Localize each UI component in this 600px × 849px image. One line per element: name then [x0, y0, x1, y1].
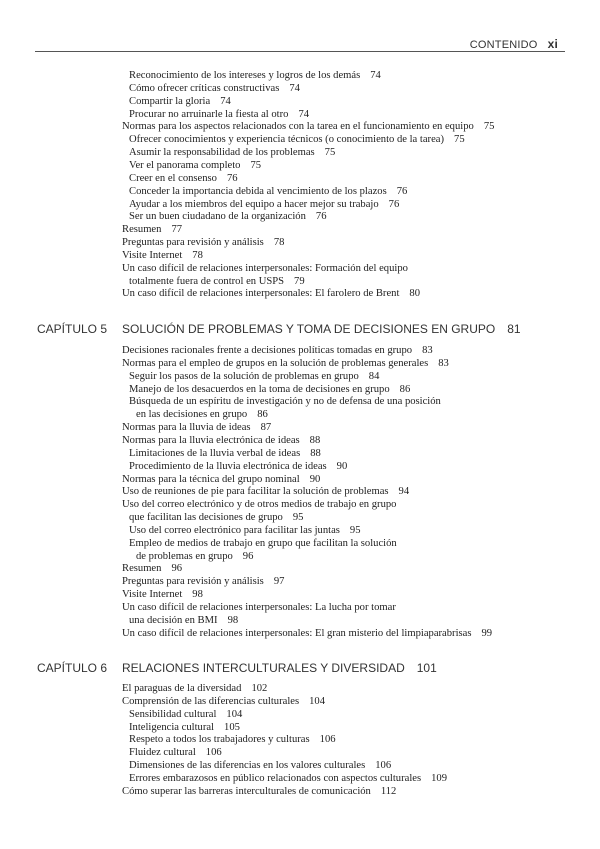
- entry-title: Decisiones racionales frente a decisiones políticas tomadas en grupo: [122, 345, 413, 356]
- toc-subentry[interactable]: [129, 96, 231, 107]
- entry-page: 76: [396, 185, 408, 197]
- entry-title: Manejo de los desacuerdos en la toma de decisiones en grupo: [129, 383, 390, 395]
- entry-title: Ser un buen ciudadano de la organización: [129, 211, 306, 223]
- toc-subentry[interactable]: [129, 384, 410, 395]
- entry-title-continuation: que facilitan las decisiones de grupo: [129, 512, 283, 524]
- entry-title: Visite Internet: [122, 589, 183, 601]
- toc-entry[interactable]: [122, 237, 284, 248]
- toc-subentry[interactable]: [129, 173, 238, 184]
- toc-entry[interactable]: [122, 250, 203, 261]
- entry-page: 99: [481, 627, 493, 639]
- entry-page: 98: [227, 614, 239, 626]
- entry-page: 78: [273, 237, 285, 249]
- toc-entry[interactable]: [122, 263, 408, 274]
- entry-title: Búsqueda de un espíritu de investigación y no de defensa de una posición: [129, 396, 441, 408]
- entry-title: Normas para la lluvia de ideas: [122, 422, 251, 434]
- toc-entry[interactable]: [122, 499, 396, 510]
- entry-title: Comprensión de las diferencias culturales: [122, 695, 300, 707]
- entry-page: 74: [370, 70, 381, 81]
- toc-entry[interactable]: [122, 224, 182, 235]
- entry-title: Uso del correo electrónico y de otros medios de trabajo en grupo: [122, 499, 397, 511]
- entry-page: 102: [251, 683, 268, 694]
- entry-title: Empleo de medios de trabajo en grupo que facilitan la solución: [129, 537, 397, 549]
- entry-page: 80: [409, 288, 420, 300]
- entry-page: 109: [431, 772, 447, 784]
- entry-title: Dimensiones de las diferencias en los valores culturales: [129, 760, 366, 772]
- toc-subentry[interactable]: [129, 760, 391, 771]
- chapter-title: SOLUCIÓN DE PROBLEMAS Y TOMA DE DECISIONES EN GRUPO: [122, 322, 496, 336]
- entry-title: Compartir la gloria: [129, 95, 211, 107]
- entry-title: Normas para los aspectos relacionados con la tarea en el funcionamiento en equipo: [122, 121, 474, 133]
- entry-title-continuation: totalmente fuera de control en USPS: [129, 275, 285, 287]
- chapter-label: CAPÍTULO 6: [37, 661, 108, 675]
- entry-page: 88: [309, 434, 321, 446]
- entry-title: Limitaciones de la lluvia verbal de ideas: [129, 447, 301, 459]
- toc-subentry[interactable]: [129, 722, 240, 733]
- entry-page: 78: [192, 249, 203, 261]
- entry-page: 86: [399, 383, 411, 395]
- entry-page: 104: [226, 708, 243, 720]
- entry-page: 75: [250, 159, 262, 171]
- entry-title: Cómo ofrecer críticas constructivas: [129, 82, 280, 94]
- entry-title: Normas para la técnica del grupo nominal: [122, 473, 300, 485]
- toc-subentry[interactable]: [129, 709, 242, 720]
- toc-entry[interactable]: [122, 288, 420, 299]
- entry-title: Uso de reuniones de pie para facilitar la solución de problemas: [122, 486, 389, 498]
- header-rule: [35, 51, 565, 52]
- entry-page: 75: [324, 147, 336, 159]
- entry-title: Un caso difícil de relaciones interpersonales: El gran misterio del limpiaparabrisas: [122, 627, 472, 639]
- toc-entry-continuation[interactable]: [129, 276, 305, 287]
- chapter-label: CAPÍTULO 5: [37, 322, 108, 336]
- entry-title: El paraguas de la diversidad: [122, 683, 242, 694]
- entry-page: 104: [309, 695, 325, 707]
- entry-title-continuation: una decisión en BMI: [129, 614, 218, 626]
- toc-entry[interactable]: [122, 683, 267, 694]
- entry-title: Respeto a todos los trabajadores y culturas: [129, 734, 310, 746]
- entry-page: 75: [454, 134, 465, 146]
- toc-entry-continuation[interactable]: [129, 512, 303, 523]
- entry-title: Asumir la responsabilidad de los problemas: [129, 147, 315, 159]
- entry-title: Seguir los pasos de la solución de problemas en grupo: [129, 370, 359, 382]
- toc-subentry[interactable]: [129, 747, 222, 758]
- toc-subentry[interactable]: [129, 109, 309, 120]
- entry-title: Reconocimiento de los intereses y logros de los demás: [129, 70, 361, 81]
- chapter-page: 81: [507, 322, 521, 336]
- toc-subentry[interactable]: [129, 199, 399, 210]
- entry-title: Ofrecer conocimientos y experiencia técnicos (o conocimiento de la tarea): [129, 134, 445, 146]
- toc-subentry[interactable]: [129, 160, 261, 171]
- entry-page: 95: [292, 512, 304, 524]
- entry-page: 106: [375, 760, 392, 772]
- entry-page: 88: [310, 447, 321, 459]
- toc-subentry[interactable]: [129, 461, 347, 472]
- entry-page: 90: [336, 460, 348, 472]
- toc-subentry[interactable]: [129, 371, 379, 382]
- toc-subentry[interactable]: [129, 147, 335, 158]
- toc-entry[interactable]: [122, 696, 325, 707]
- entry-page: 76: [315, 211, 327, 223]
- entry-page: 77: [171, 224, 183, 236]
- toc-entry[interactable]: [122, 474, 320, 485]
- toc-entry-continuation[interactable]: [136, 409, 268, 420]
- toc-entry[interactable]: [122, 628, 492, 639]
- toc-entry[interactable]: [122, 786, 396, 797]
- entry-title: Creer en el consenso: [129, 172, 217, 184]
- toc-entry-continuation[interactable]: [136, 551, 253, 562]
- entry-title: Normas para la lluvia electrónica de ideas: [122, 434, 300, 446]
- entry-title: Un caso difícil de relaciones interpersonales: Formación del equipo: [122, 262, 408, 274]
- entry-title-continuation: en las decisiones en grupo: [136, 409, 248, 421]
- toc-subentry[interactable]: [129, 83, 300, 94]
- entry-page: 112: [380, 785, 397, 797]
- entry-title: Sensibilidad cultural: [129, 708, 217, 720]
- entry-title-continuation: de problemas en grupo: [136, 550, 233, 562]
- header-section: CONTENIDO: [469, 39, 538, 51]
- chapter-page: 101: [416, 661, 437, 675]
- entry-title: Un caso difícil de relaciones interpersonales: La lucha por tomar: [122, 602, 396, 613]
- entry-page: 97: [273, 576, 285, 588]
- entry-title: Resumen: [122, 563, 162, 575]
- toc-subentry[interactable]: [129, 448, 321, 459]
- toc-entry[interactable]: [122, 422, 271, 433]
- entry-title: Visite Internet: [122, 249, 183, 261]
- toc-entry[interactable]: [122, 358, 449, 369]
- chapter-title: RELACIONES INTERCULTURALES Y DIVERSIDAD: [122, 661, 405, 675]
- entry-title: Conceder la importancia debida al vencimiento de los plazos: [129, 185, 387, 197]
- entry-page: 83: [422, 345, 433, 356]
- entry-page: 94: [398, 486, 410, 498]
- toc-entry[interactable]: [122, 602, 396, 613]
- entry-page: 96: [171, 563, 183, 575]
- toc-entry[interactable]: [122, 576, 284, 587]
- toc-entry[interactable]: [122, 563, 182, 574]
- toc-subentry[interactable]: [129, 211, 327, 222]
- entry-title: Un caso difícil de relaciones interpersonales: El farolero de Brent: [122, 288, 400, 300]
- entry-title: Normas para el empleo de grupos en la solución de problemas generales: [122, 357, 429, 369]
- toc-entry[interactable]: [122, 345, 433, 356]
- toc-subentry[interactable]: [129, 734, 336, 745]
- entry-page: 79: [294, 275, 305, 287]
- entry-title: Resumen: [122, 224, 162, 236]
- entry-title: Uso del correo electrónico para facilitar las juntas: [129, 524, 340, 536]
- chapter-heading: [122, 322, 521, 336]
- toc-subentry[interactable]: [129, 186, 407, 197]
- entry-page: 106: [319, 734, 336, 746]
- entry-page: 96: [242, 550, 254, 562]
- toc-subentry[interactable]: [129, 396, 441, 407]
- entry-page: 76: [226, 172, 238, 184]
- toc-entry-continuation[interactable]: [129, 615, 238, 626]
- entry-title: Preguntas para revisión y análisis: [122, 576, 264, 588]
- toc-subentry[interactable]: [129, 538, 397, 549]
- entry-title: Ver el panorama completo: [129, 159, 241, 171]
- running-header: [470, 37, 558, 51]
- entry-page: 95: [349, 524, 361, 536]
- toc-entry[interactable]: [122, 435, 320, 446]
- entry-title: Preguntas para revisión y análisis: [122, 237, 264, 249]
- entry-page: 74: [298, 108, 310, 120]
- toc-subentry[interactable]: [129, 134, 465, 145]
- entry-page: 76: [388, 198, 400, 210]
- entry-page: 84: [368, 370, 380, 382]
- page-number: xi: [547, 37, 558, 51]
- entry-title: Inteligencia cultural: [129, 721, 215, 733]
- entry-title: Errores embarazosos en público relacionados con aspectos culturales: [129, 772, 422, 784]
- entry-title: Procedimiento de la lluvia electrónica de ideas: [129, 460, 327, 472]
- entry-page: 83: [438, 357, 449, 369]
- chapter-heading: [122, 661, 437, 675]
- entry-page: 74: [220, 95, 231, 107]
- entry-page: 87: [260, 422, 272, 434]
- entry-title: Cómo superar las barreras interculturales de comunicación: [122, 785, 371, 797]
- entry-page: 90: [309, 473, 321, 485]
- toc-entry[interactable]: [122, 121, 494, 132]
- entry-title: Fluidez cultural: [129, 747, 196, 759]
- entry-page: 86: [257, 409, 268, 421]
- toc-subentry[interactable]: [129, 525, 361, 536]
- entry-page: 106: [205, 747, 222, 759]
- entry-title: Procurar no arruinarle la fiesta al otro: [129, 108, 289, 120]
- entry-page: 98: [192, 589, 203, 601]
- entry-page: 105: [224, 721, 240, 733]
- toc-subentry[interactable]: [129, 773, 447, 784]
- toc-entry[interactable]: [122, 589, 203, 600]
- entry-page: 74: [289, 82, 300, 94]
- toc-entry[interactable]: [122, 486, 409, 497]
- toc-subentry[interactable]: [129, 70, 381, 81]
- entry-page: 75: [483, 121, 495, 133]
- entry-title: Ayudar a los miembros del equipo a hacer mejor su trabajo: [129, 198, 379, 210]
